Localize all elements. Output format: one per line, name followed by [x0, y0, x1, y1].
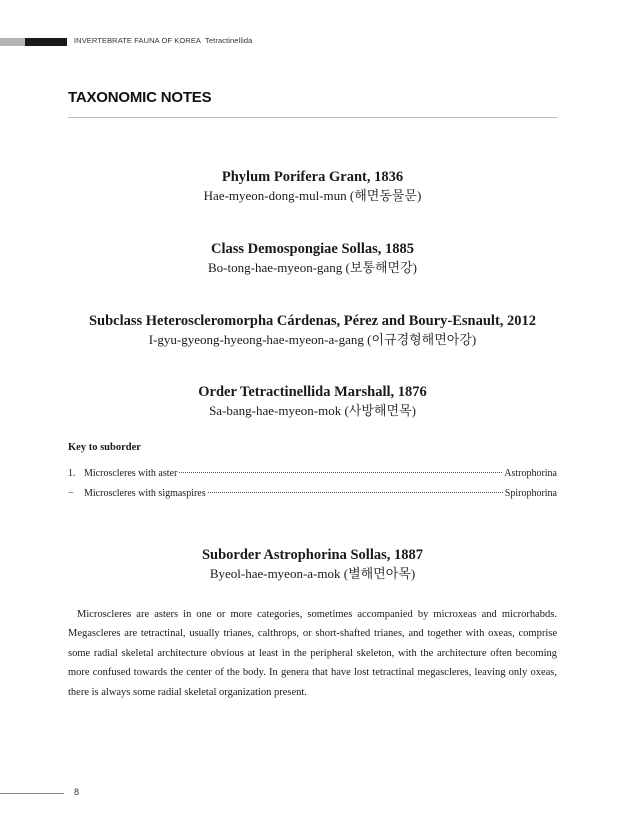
key-row-number: 1.: [68, 468, 76, 479]
taxon-subclass: [60, 312, 565, 350]
header-bar-gray: [0, 38, 25, 46]
taxon-name: Order Tetractinellida Marshall, 1876: [198, 384, 427, 400]
footer-rule: [0, 793, 64, 794]
page-number: 8: [74, 787, 80, 797]
key-row: [68, 488, 557, 499]
taxon-name: Class Demospongiae Sollas, 1885: [210, 241, 415, 257]
header-series: INVERTEBRATE FAUNA OF KOREA: [74, 36, 202, 45]
taxon-class: [60, 240, 565, 278]
taxon-korean-name: Sa-bang-hae-myeon-mok (사방해면목): [209, 403, 416, 418]
key-row-leader: [208, 492, 503, 493]
taxon-name: Subclass Heteroscleromorpha Cárdenas, Pérez and Boury-Esnault, 2012: [88, 313, 537, 329]
title-rule: [68, 117, 557, 118]
taxon-name: Phylum Porifera Grant, 1836: [221, 169, 404, 185]
key-row-text: Microscleres with sigmaspires: [84, 488, 206, 499]
key-heading: Key to suborder: [68, 442, 141, 453]
taxon-korean-name: Hae-myeon-dong-mul-mun (해면동물문): [203, 188, 422, 203]
description-paragraph: Microscleres are asters in one or more categories, sometimes accompanied by microxeas and microrhabds. Megascleres are tetractinal, usually trianes, calthrops, or short-shafted trianes, and together with oxeas, comprise some radial skeletal architecture obvious at least in the peripheral skeleton, with the architecture often becoming more confused towards the center of the body. In genera that have lost tetractinal megascleres, leaving only oxeas, there is always some radial skeletal organization present.: [68, 609, 557, 698]
key-row-text: Microscleres with aster: [84, 468, 178, 479]
taxon-order: [60, 383, 565, 421]
header-bar-black: [25, 38, 67, 46]
running-header: [74, 36, 252, 45]
header-volume: Tetractinellida: [205, 36, 253, 45]
key-row-leader: [179, 472, 502, 473]
taxon-korean-name: Bo-tong-hae-myeon-gang (보통해면강): [208, 260, 417, 275]
taxon-name: Suborder Astrophorina Sollas, 1887: [201, 547, 424, 563]
section-title: TAXONOMIC NOTES: [68, 89, 212, 106]
key-row: [68, 468, 557, 479]
taxon-korean-name: Byeol-hae-myeon-a-mok (별해면아목): [209, 566, 416, 581]
key-row-result: Spirophorina: [504, 488, 557, 499]
key-row-number: −: [68, 488, 74, 499]
taxon-phylum: [60, 168, 565, 206]
taxon-korean-name: I-gyu-gyeong-hyeong-hae-myeon-a-gang (이규경형해면아강): [148, 332, 477, 347]
taxon-suborder: [60, 546, 565, 584]
key-row-result: Astrophorina: [504, 468, 557, 479]
